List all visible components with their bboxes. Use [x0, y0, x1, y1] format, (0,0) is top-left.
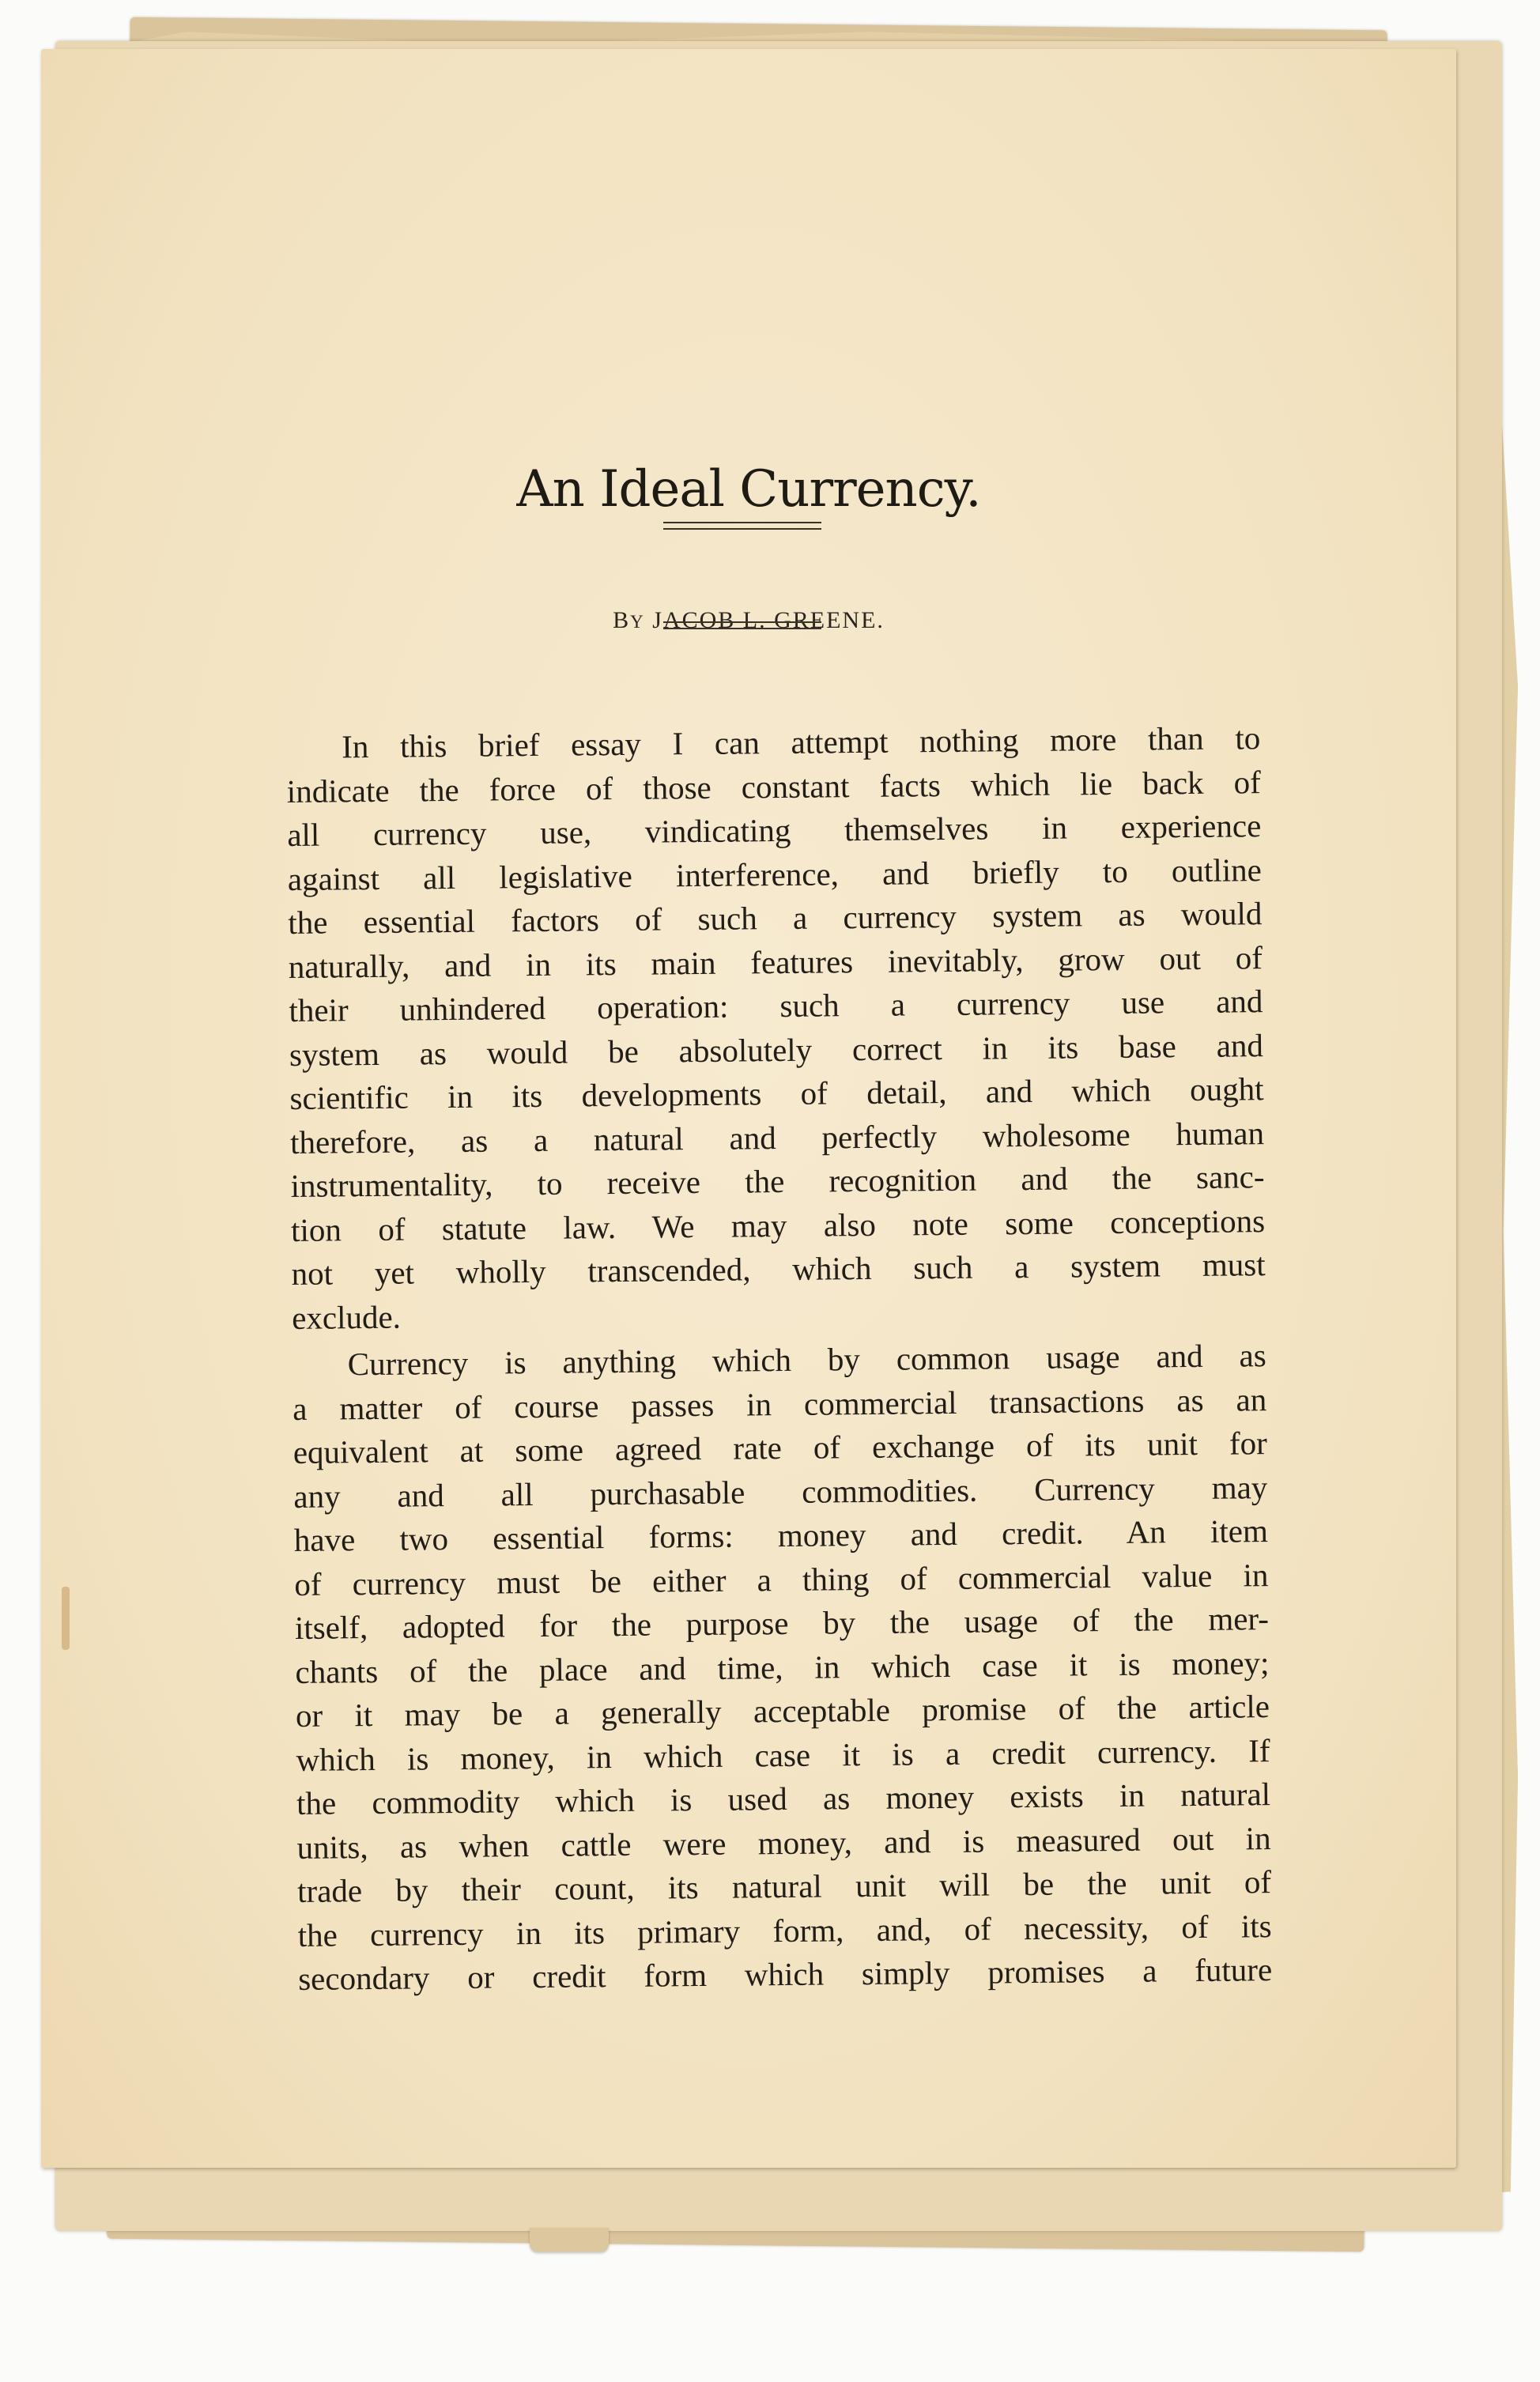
paragraph: [286, 716, 1266, 1340]
author-rule-2: [663, 628, 821, 629]
byline: [41, 607, 1456, 634]
text-line: In this brief essay I can attempt nothing more than to: [342, 719, 1261, 765]
page-tab: [530, 2228, 609, 2252]
byline-prefix: BY: [613, 607, 645, 633]
text-line: or it may be a generally acceptable promise of the article: [295, 1688, 1270, 1734]
text-line: secondary or credit form which simply promises a future: [297, 1951, 1273, 1997]
text-line: system as would be absolutely correct in its base and: [289, 1026, 1264, 1073]
text-line: have two essential forms: money and credit. An item: [293, 1512, 1269, 1558]
text-line: a matter of course passes in commercial transactions as an: [293, 1380, 1267, 1427]
text-line: scientific in its developments of detail, and which ought: [289, 1070, 1264, 1116]
text-line: instrumentality, to receive the recognition and the sanc-: [290, 1158, 1265, 1204]
text-line: tion of statute law. We may also note some conceptions: [290, 1202, 1266, 1248]
text-line: the essential factors of such a currency system as would: [288, 895, 1263, 941]
text-line: not yet wholly transcended, which such a system must: [291, 1246, 1266, 1292]
text-line: itself, adopted for the purpose by the usage of the mer-: [294, 1600, 1270, 1646]
text-line: naturally, and in its main features inevitably, grow out of: [288, 938, 1263, 985]
author-name: JACOB L. GREENE.: [652, 607, 885, 633]
text-line: indicate the force of those constant facts which lie back of: [286, 763, 1261, 810]
text-line: the currency in its primary form, and, of necessity, of its: [297, 1907, 1272, 1954]
author-rule-1: [663, 621, 821, 623]
text-line: of currency must be either a thing of commercial value in: [294, 1556, 1269, 1602]
document-page: [41, 49, 1456, 2168]
text-line: all currency use, vindicating themselves in experience: [287, 807, 1262, 853]
title-rule-top-1: [663, 522, 821, 523]
text-line: against all legislative interference, and briefly to outline: [287, 851, 1263, 897]
text-line: equivalent at some agreed rate of exchange of its unit for: [293, 1425, 1267, 1470]
text-line: therefore, as a natural and perfectly wholesome human: [289, 1114, 1265, 1161]
text-line: which is money, in which case it is a credit currency. If: [296, 1731, 1270, 1778]
text-line: the commodity which is used as money exists in natural: [296, 1776, 1271, 1821]
text-line: trade by their count, its natural unit will be the unit of: [296, 1863, 1272, 1909]
document-title: An Ideal Currency.: [516, 460, 981, 519]
text-line: exclude.: [291, 1298, 402, 1336]
text-line: any and all purchasable commodities. Currency may: [293, 1468, 1268, 1515]
paragraph: [292, 1334, 1272, 2001]
text-line: chants of the place and time, in which case it is money;: [295, 1644, 1270, 1690]
body-text: [286, 716, 1272, 2001]
text-line: units, as when cattle were money, and is measured out in: [296, 1819, 1271, 1866]
text-line: Currency is anything which by common usage and as: [347, 1337, 1266, 1383]
title-rule-top-2: [663, 528, 821, 530]
text-line: their unhindered operation: such a currency use and: [289, 983, 1263, 1029]
page-stain: [62, 1587, 70, 1650]
